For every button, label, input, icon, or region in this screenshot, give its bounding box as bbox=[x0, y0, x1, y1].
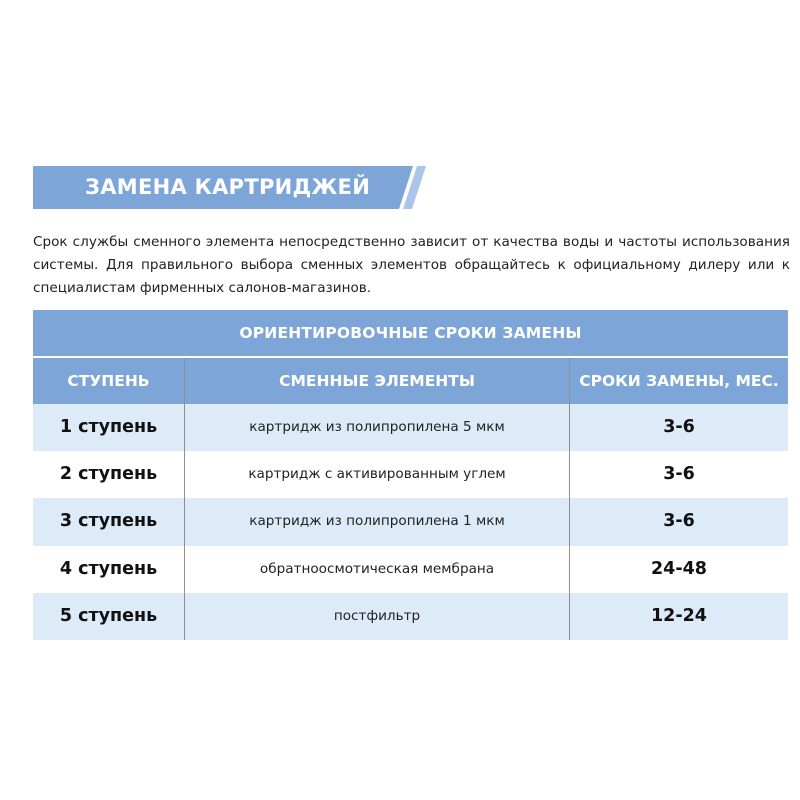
table-header-row bbox=[33, 358, 788, 404]
stage-cell: 5 ступень bbox=[33, 593, 185, 640]
table-row bbox=[33, 451, 788, 498]
term-cell: 3-6 bbox=[663, 464, 695, 485]
table-row bbox=[33, 404, 788, 451]
term-cell: 12-24 bbox=[651, 605, 707, 626]
table-row bbox=[33, 593, 788, 640]
element-cell: картридж с активированным углем bbox=[185, 451, 570, 498]
table-row bbox=[33, 546, 788, 593]
stage-cell: 1 ступень bbox=[33, 404, 185, 451]
element-cell: картридж из полипропилена 1 мкм bbox=[185, 498, 570, 545]
replacement-schedule-table bbox=[33, 310, 788, 640]
intro-paragraph: Срок службы сменного элемента непосредственно зависит от качества воды и частоты использования системы. Для правильного выбора сменных элементов обращайтесь к официальному дилеру или к специалистам фирменных салонов-магазинов. bbox=[33, 234, 790, 296]
section-title: ЗАМЕНА КАРТРИДЖЕЙ bbox=[85, 175, 371, 199]
term-cell: 3-6 bbox=[663, 511, 695, 532]
table-caption: ОРИЕНТИРОВОЧНЫЕ СРОКИ ЗАМЕНЫ bbox=[33, 310, 788, 356]
term-cell: 3-6 bbox=[663, 417, 695, 437]
term-cell: 24-48 bbox=[651, 558, 707, 579]
stage-cell: 4 ступень bbox=[33, 546, 185, 593]
column-header-stage: СТУПЕНЬ bbox=[33, 358, 185, 404]
column-header-elements: СМЕННЫЕ ЭЛЕМЕНТЫ bbox=[185, 358, 570, 404]
stage-cell: 3 ступень bbox=[33, 498, 185, 545]
element-cell: картридж из полипропилена 5 мкм bbox=[185, 404, 570, 451]
element-cell: обратноосмотическая мембрана bbox=[185, 546, 570, 593]
column-header-terms: СРОКИ ЗАМЕНЫ, МЕС. bbox=[579, 372, 779, 390]
stage-cell: 2 ступень bbox=[33, 451, 185, 498]
element-cell: постфильтр bbox=[185, 593, 570, 640]
table-row bbox=[33, 498, 788, 545]
section-banner bbox=[33, 166, 423, 209]
